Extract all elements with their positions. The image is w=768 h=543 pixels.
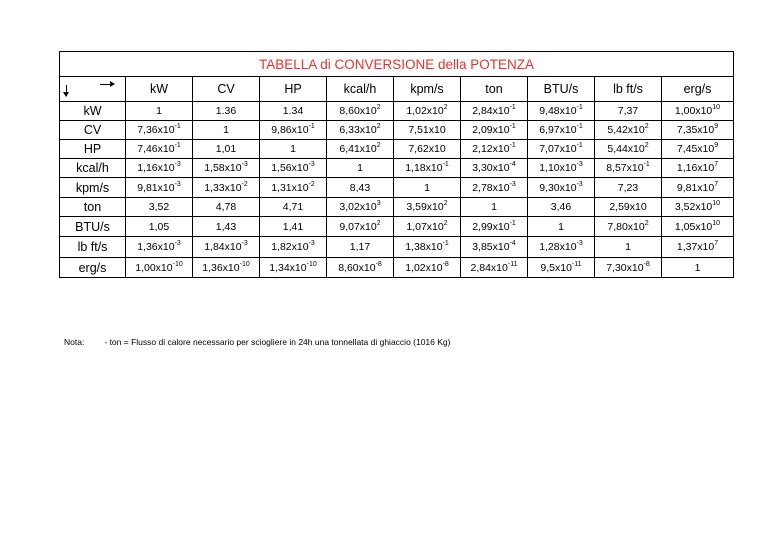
table-cell (327, 217, 394, 237)
cell-mantissa: 1.36 (215, 105, 237, 117)
table-row (60, 178, 734, 198)
table-cell (260, 258, 327, 278)
table-cell (528, 258, 595, 278)
cell-mantissa: 3,02x10 (339, 201, 377, 213)
cell-mantissa: 1 (223, 124, 229, 136)
table-row (60, 121, 734, 140)
cell-exponent: 2 (443, 104, 448, 111)
cell-mantissa: 7,23 (617, 181, 639, 194)
cell-exponent: -3 (241, 161, 248, 168)
cell-exponent: -3 (174, 240, 181, 247)
table-row (60, 258, 734, 278)
table-cell (595, 217, 662, 237)
cell-exponent: -3 (174, 180, 181, 188)
table-row (60, 102, 734, 121)
cell-mantissa: 8,60x10 (339, 105, 377, 117)
table-cell (461, 258, 528, 278)
cell-mantissa: 9,48x10 (539, 105, 577, 117)
cell-exponent: -1 (576, 123, 583, 130)
cell-mantissa: 1 (558, 220, 564, 233)
cell-mantissa: 1,00x10 (135, 261, 173, 274)
table-cell (528, 217, 595, 237)
cell-exponent: 7 (714, 180, 719, 188)
footnote (64, 337, 450, 347)
column-header: HP (260, 77, 327, 102)
cell-exponent: 9 (714, 123, 719, 130)
arrow-down-icon (66, 85, 67, 96)
cell-exponent: -10 (306, 260, 317, 268)
cell-mantissa: 1,05 (148, 220, 170, 233)
cell-mantissa: 2,09x10 (472, 124, 510, 136)
cell-exponent: 10 (712, 200, 721, 207)
table-cell (595, 159, 662, 178)
cell-mantissa: 1,17 (349, 241, 371, 253)
table-cell (595, 258, 662, 278)
cell-exponent: -3 (241, 240, 248, 247)
cell-mantissa: 1,28x10 (539, 241, 577, 253)
table-cell (662, 198, 734, 217)
cell-exponent: -3 (576, 240, 583, 247)
cell-mantissa: 1,07x10 (406, 220, 444, 233)
cell-mantissa: 1,84x10 (204, 241, 242, 253)
cell-exponent: 2 (376, 142, 381, 149)
cell-mantissa: 2,99x10 (472, 220, 510, 233)
cell-mantissa: 1,38x10 (405, 241, 443, 253)
cell-mantissa: 2,84x10 (472, 105, 510, 117)
table-title: TABELLA di CONVERSIONE della POTENZA (60, 52, 734, 77)
cell-mantissa: 1 (424, 181, 430, 194)
table-cell (193, 102, 260, 121)
cell-mantissa: 3,46 (550, 201, 572, 213)
cell-mantissa: 3,30x10 (472, 162, 510, 174)
cell-exponent: 10 (712, 104, 721, 111)
cell-mantissa: 7,51x10 (408, 124, 446, 136)
table-cell (193, 258, 260, 278)
cell-mantissa: 1,01 (215, 143, 237, 155)
cell-mantissa: 8,60x10 (338, 261, 376, 274)
cell-mantissa: 1,02x10 (405, 261, 443, 274)
row-header: CV (60, 121, 126, 140)
cell-mantissa: 6,33x10 (339, 124, 377, 136)
cell-mantissa: 1,16x10 (676, 162, 715, 174)
cell-mantissa: 6,41x10 (339, 143, 377, 155)
table-cell (528, 198, 595, 217)
table-row (60, 217, 734, 237)
table-cell (193, 121, 260, 140)
table-row (60, 159, 734, 178)
cell-exponent: 2 (443, 200, 448, 207)
cell-exponent: -10 (239, 260, 250, 268)
table-cell (260, 159, 327, 178)
table-cell (327, 140, 394, 159)
table-cell (461, 140, 528, 159)
column-header: BTU/s (528, 77, 595, 102)
cell-mantissa: 7,45x10 (676, 143, 715, 155)
table-cell (126, 159, 193, 178)
cell-exponent: -1 (174, 142, 181, 149)
cell-exponent: -3 (509, 180, 516, 188)
row-header: kcal/h (60, 159, 126, 178)
table-cell (260, 198, 327, 217)
cell-mantissa: 2,59x10 (609, 201, 647, 213)
cell-exponent: -3 (308, 240, 315, 247)
cell-exponent: -1 (509, 142, 516, 149)
table-cell (662, 102, 734, 121)
table-cell (327, 198, 394, 217)
cell-exponent: -4 (509, 240, 516, 247)
cell-mantissa: 1,82x10 (271, 241, 309, 253)
cell-mantissa: 7,37 (617, 105, 639, 117)
table-cell (260, 217, 327, 237)
cell-exponent: -1 (509, 104, 516, 111)
corner-cell (60, 77, 126, 102)
cell-mantissa: 1,36x10 (137, 241, 175, 253)
cell-mantissa: 1 (625, 241, 631, 253)
table-cell (595, 198, 662, 217)
table-cell (193, 140, 260, 159)
cell-mantissa: 1,10x10 (539, 162, 577, 174)
cell-mantissa: 1,37x10 (676, 241, 715, 253)
cell-exponent: 2 (443, 219, 448, 227)
cell-exponent: 3 (376, 200, 381, 207)
table-cell (126, 237, 193, 258)
cell-mantissa: 9,30x10 (539, 181, 577, 194)
cell-mantissa: 1 (290, 143, 296, 155)
table-cell (461, 121, 528, 140)
cell-mantissa: 1,02x10 (406, 105, 444, 117)
cell-exponent: 2 (644, 142, 649, 149)
cell-mantissa: 1 (156, 105, 162, 117)
cell-exponent: -2 (308, 180, 315, 188)
cell-mantissa: 7,62x10 (408, 143, 446, 155)
cell-mantissa: 7,35x10 (676, 124, 715, 136)
table-cell (260, 237, 327, 258)
cell-exponent: -3 (174, 161, 181, 168)
cell-exponent: -1 (174, 123, 181, 130)
note-label: Nota: (64, 337, 85, 347)
cell-mantissa: 1 (491, 201, 497, 213)
cell-mantissa: 1 (357, 162, 363, 174)
row-header: BTU/s (60, 217, 126, 237)
table-cell (394, 178, 461, 198)
table-cell (260, 102, 327, 121)
cell-exponent: -1 (576, 142, 583, 149)
table-cell (394, 121, 461, 140)
cell-mantissa: 1,41 (282, 220, 304, 233)
table-cell (662, 217, 734, 237)
table-cell (461, 102, 528, 121)
cell-exponent: 7 (714, 240, 719, 247)
table-cell (461, 198, 528, 217)
table-cell (394, 102, 461, 121)
cell-exponent: 2 (376, 123, 381, 130)
table-cell (327, 159, 394, 178)
cell-mantissa: 1,43 (215, 220, 237, 233)
table-cell (394, 159, 461, 178)
table-cell (662, 140, 734, 159)
cell-mantissa: 9,07x10 (339, 220, 377, 233)
note-text: - ton = Flusso di calore necessario per sciogliere in 24h una tonnellata di ghiaccio (1016 Kg) (104, 337, 451, 347)
cell-mantissa: 2,84x10 (470, 261, 508, 274)
cell-mantissa: 1,56x10 (271, 162, 309, 174)
cell-mantissa: 9,86x10 (271, 124, 309, 136)
cell-mantissa: 1,18x10 (405, 162, 443, 174)
column-header: erg/s (662, 77, 734, 102)
cell-exponent: -1 (509, 123, 516, 130)
cell-mantissa: 9,81x10 (137, 181, 175, 194)
table-cell (327, 258, 394, 278)
table-cell (126, 217, 193, 237)
cell-mantissa: 3,59x10 (406, 201, 444, 213)
table-row (60, 140, 734, 159)
row-header: kpm/s (60, 178, 126, 198)
cell-mantissa: 6,97x10 (539, 124, 577, 136)
cell-exponent: -3 (308, 161, 315, 168)
table-cell (193, 217, 260, 237)
cell-exponent: 7 (714, 161, 719, 168)
table-cell (193, 198, 260, 217)
cell-mantissa: 9,81x10 (676, 181, 715, 194)
cell-exponent: -4 (509, 161, 516, 168)
cell-mantissa: 1,05x10 (674, 220, 713, 233)
cell-exponent: -8 (442, 260, 449, 268)
table-cell (394, 237, 461, 258)
table-row (60, 198, 734, 217)
conversion-table (59, 51, 734, 278)
table-cell (193, 159, 260, 178)
cell-mantissa: 7,36x10 (137, 124, 175, 136)
table-cell (126, 121, 193, 140)
row-header: lb ft/s (60, 237, 126, 258)
cell-mantissa: 7,30x10 (606, 261, 644, 274)
cell-mantissa: 3,52 (148, 201, 170, 213)
cell-mantissa: 1,00x10 (674, 105, 713, 117)
cell-mantissa: 3,85x10 (472, 241, 510, 253)
table-cell (461, 178, 528, 198)
table-cell (662, 237, 734, 258)
table-cell (595, 140, 662, 159)
cell-mantissa: 1,31x10 (271, 181, 309, 194)
column-header: lb ft/s (595, 77, 662, 102)
column-header-row (60, 77, 734, 102)
column-header: kcal/h (327, 77, 394, 102)
table-cell (662, 121, 734, 140)
table-cell (461, 217, 528, 237)
cell-mantissa: 5,44x10 (607, 143, 645, 155)
cell-exponent: 9 (714, 142, 719, 149)
cell-exponent: 2 (376, 104, 381, 111)
cell-mantissa: 1,16x10 (137, 162, 175, 174)
cell-exponent: -2 (241, 180, 248, 188)
table-cell (595, 237, 662, 258)
cell-mantissa: 9,5x10 (540, 261, 572, 274)
cell-exponent: -1 (308, 123, 315, 130)
cell-exponent: -1 (442, 161, 449, 168)
cell-mantissa: 3,52x10 (674, 201, 713, 213)
table-cell (193, 237, 260, 258)
cell-exponent: -11 (507, 260, 518, 268)
cell-mantissa: 2,12x10 (472, 143, 510, 155)
cell-exponent: -3 (576, 180, 583, 188)
table-cell (662, 159, 734, 178)
cell-exponent: -1 (576, 104, 583, 111)
table-cell (662, 258, 734, 278)
table-cell (662, 178, 734, 198)
table-cell (394, 140, 461, 159)
row-header: ton (60, 198, 126, 217)
cell-exponent: -8 (375, 260, 382, 268)
table-cell (528, 140, 595, 159)
table-cell (528, 178, 595, 198)
arrow-right-icon (100, 84, 114, 85)
cell-mantissa: 7,07x10 (539, 143, 577, 155)
row-header: kW (60, 102, 126, 121)
table-cell (394, 258, 461, 278)
table-cell (528, 121, 595, 140)
table-cell (126, 258, 193, 278)
cell-exponent: -1 (509, 219, 516, 227)
column-header: CV (193, 77, 260, 102)
cell-mantissa: 2,78x10 (472, 181, 510, 194)
table-cell (260, 178, 327, 198)
cell-mantissa: 5,42x10 (607, 124, 645, 136)
table-cell (394, 198, 461, 217)
table-cell (461, 237, 528, 258)
cell-exponent: 10 (712, 219, 721, 227)
table-cell (327, 178, 394, 198)
cell-exponent: -1 (442, 240, 449, 247)
column-header: kW (126, 77, 193, 102)
table-cell (260, 140, 327, 159)
table-cell (528, 237, 595, 258)
table-cell (528, 102, 595, 121)
cell-exponent: -10 (172, 260, 183, 268)
table-cell (126, 198, 193, 217)
table-cell (394, 217, 461, 237)
cell-mantissa: 4,71 (282, 201, 304, 213)
table-cell (327, 102, 394, 121)
cell-exponent: 2 (644, 123, 649, 130)
cell-exponent: -1 (643, 161, 650, 168)
cell-mantissa: 1,58x10 (204, 162, 242, 174)
table-cell (193, 178, 260, 198)
cell-exponent: -8 (643, 260, 650, 268)
cell-mantissa: 8,57x10 (606, 162, 644, 174)
row-header: HP (60, 140, 126, 159)
table-cell (595, 102, 662, 121)
table-cell (595, 121, 662, 140)
table-cell (461, 159, 528, 178)
cell-mantissa: 1,36x10 (202, 261, 240, 274)
cell-mantissa: 1,33x10 (204, 181, 242, 194)
cell-mantissa: 1,34x10 (269, 261, 307, 274)
cell-mantissa: 7,46x10 (137, 143, 175, 155)
cell-mantissa: 7,80x10 (607, 220, 645, 233)
table-cell (327, 237, 394, 258)
cell-exponent: -3 (576, 161, 583, 168)
column-header: kpm/s (394, 77, 461, 102)
cell-mantissa: 8,43 (349, 181, 371, 194)
cell-mantissa: 1.34 (282, 105, 304, 117)
table-cell (327, 121, 394, 140)
cell-mantissa: 1 (694, 261, 701, 274)
table-cell (260, 121, 327, 140)
table-cell (126, 178, 193, 198)
cell-mantissa: 4,78 (215, 201, 237, 213)
table-cell (126, 102, 193, 121)
column-header: ton (461, 77, 528, 102)
cell-exponent: 2 (644, 219, 649, 227)
cell-exponent: -11 (571, 260, 582, 268)
row-header: erg/s (60, 258, 126, 278)
table-cell (595, 178, 662, 198)
table-cell (528, 159, 595, 178)
table-cell (126, 140, 193, 159)
table-row (60, 237, 734, 258)
cell-exponent: 2 (376, 219, 381, 227)
